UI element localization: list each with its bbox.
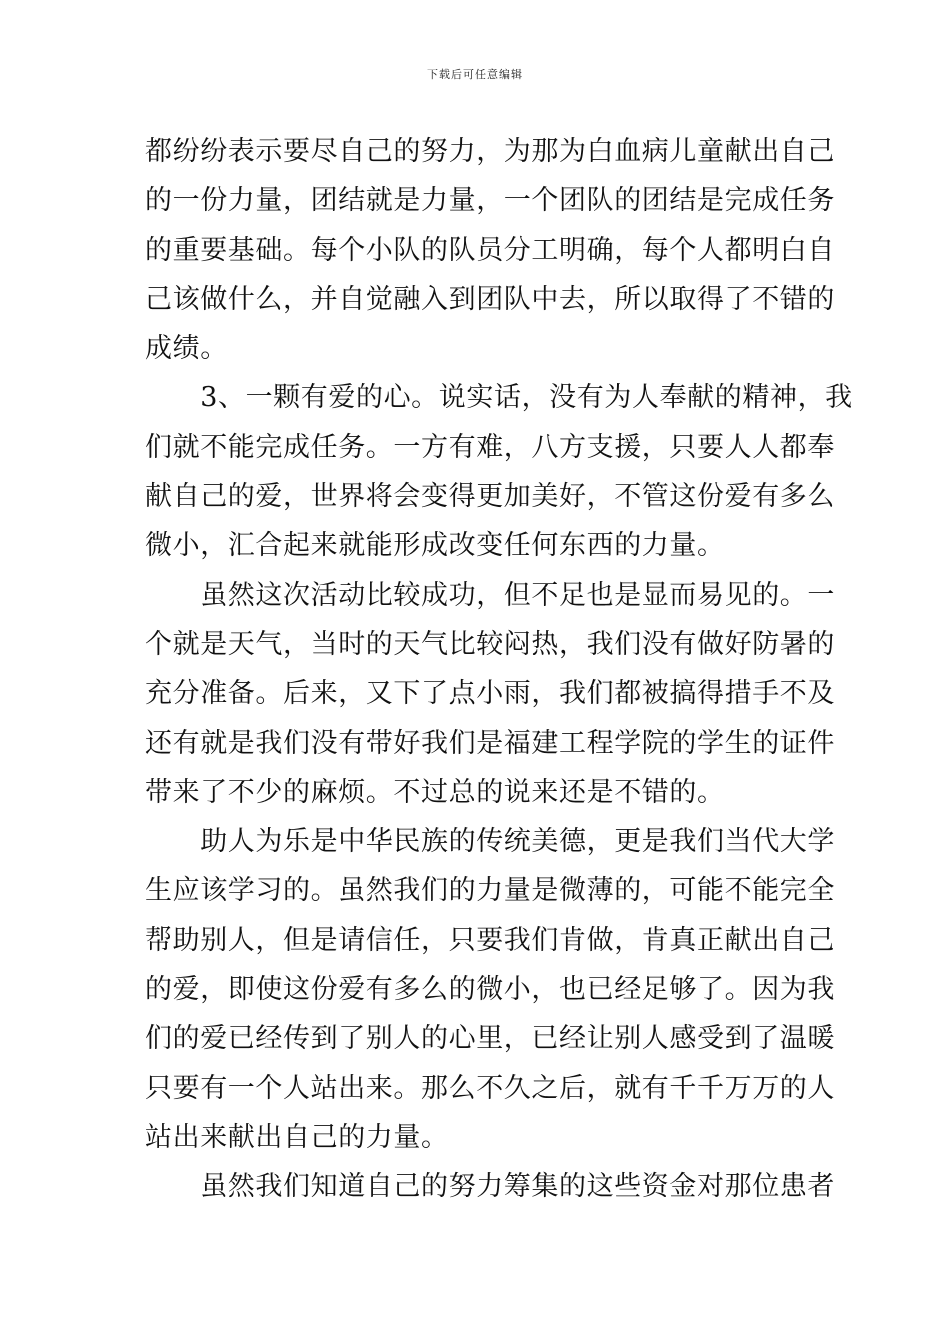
text-line: 生应该学习的。虽然我们的力量是微薄的，可能不能完全 (145, 875, 835, 907)
text-line: 的爱，即使这份爱有多么的微小，也已经足够了。因为我 (145, 974, 835, 1006)
text-line: 站出来献出自己的力量。 (145, 1121, 449, 1153)
text-line: 带来了不少的麻烦。不过总的说来还是不错的。 (145, 776, 725, 808)
text-line: 献自己的爱，世界将会变得更加美好，不管这份爱有多么 (145, 481, 835, 513)
text-line: 的一份力量，团结就是力量，一个团队的团结是完成任务 (145, 185, 835, 217)
text-line: 还有就是我们没有带好我们是福建工程学院的学生的证件 (145, 727, 835, 759)
text-line: 3、一颗有爱的心。说实话，没有为人奉献的精神，我 (145, 382, 853, 414)
text-line: 们就不能完成任务。一方有难，八方支援，只要人人都奉 (145, 431, 835, 463)
text-line: 的重要基础。每个小队的队员分工明确，每个人都明白自 (145, 234, 835, 266)
text-line: 帮助别人，但是请信任，只要我们肯做，肯真正献出自己 (145, 924, 835, 956)
text-line: 充分准备。后来，又下了点小雨，我们都被搞得措手不及 (145, 678, 835, 710)
text-line: 助人为乐是中华民族的传统美德，更是我们当代大学 (145, 826, 835, 858)
text-line: 虽然我们知道自己的努力筹集的这些资金对那位患者 (145, 1171, 835, 1203)
text-line: 只要有一个人站出来。那么不久之后，就有千千万万的人 (145, 1072, 835, 1104)
text-line: 虽然这次活动比较成功，但不足也是显而易见的。一 (145, 579, 835, 611)
text-line: 己该做什么，并自觉融入到团队中去，所以取得了不错的 (145, 283, 835, 315)
text-line: 成绩。 (145, 333, 228, 365)
document-body (145, 127, 853, 1212)
text-line: 微小，汇合起来就能形成改变任何东西的力量。 (145, 530, 725, 562)
text-line: 们的爱已经传到了别人的心里，已经让别人感受到了温暖 (145, 1023, 835, 1055)
text-line: 都纷纷表示要尽自己的努力，为那为白血病儿童献出自己 (145, 136, 835, 167)
page-header: 下载后可任意编辑 (427, 68, 523, 81)
text-line: 个就是天气，当时的天气比较闷热，我们没有做好防暑的 (145, 628, 835, 660)
